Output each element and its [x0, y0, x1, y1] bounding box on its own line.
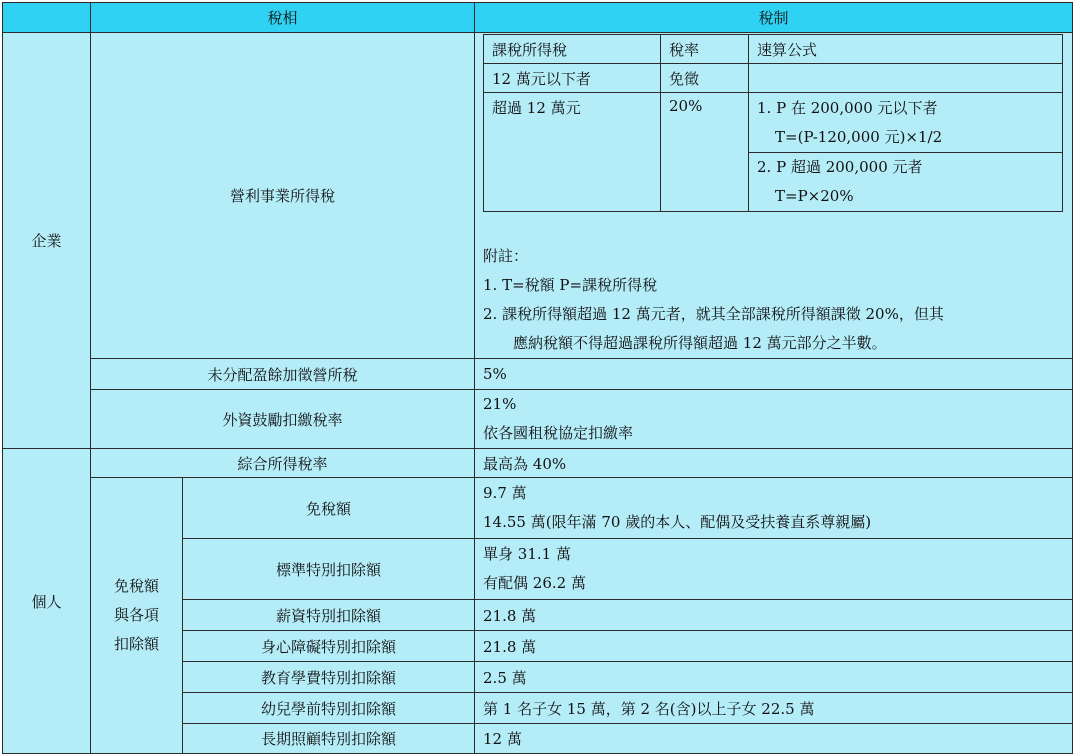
th-rate: 稅率 [661, 35, 749, 64]
tuition-deduction-value: 2.5 萬 [475, 662, 1073, 693]
note-2-line1: 2. 課稅所得額超過 12 萬元者，就其全部課稅所得額課徵 20%，但其 [483, 305, 944, 323]
notes-title: 附註： [483, 247, 529, 265]
income-tax-label: 營利事業所得稅 [91, 33, 475, 359]
formula-2a [749, 93, 1063, 153]
formula-2b-line1: 2. P 超過 200,000 元者 [757, 158, 923, 176]
rate-2: 20% [661, 93, 749, 212]
header-blank [3, 3, 91, 33]
standard-deduction-label: 標準特別扣除額 [183, 539, 475, 600]
note-2-line2: 應納稅額不得超過課稅所得額超過 12 萬元部分之半數。 [513, 334, 887, 352]
header-tax-item: 稅相 [91, 3, 475, 33]
longterm-care-deduction-value: 12 萬 [475, 724, 1073, 754]
standard-deduction-value [475, 539, 1073, 600]
surtax-value: 5% [475, 359, 1073, 390]
standard-deduction-married: 有配偶 26.2 萬 [483, 574, 586, 592]
group-label-line2: 與各項 [113, 606, 159, 624]
exemption-value-2: 14.55 萬(限年滿 70 歲的本人、配偶及受扶養直系尊親屬) [483, 513, 872, 531]
th-taxable-income: 課稅所得稅 [484, 35, 661, 64]
rate-1: 免徵 [661, 64, 749, 93]
income-tax-rate-table [483, 34, 1063, 212]
formula-2b-line2: T=P×20% [775, 187, 854, 205]
header-tax-system: 稅制 [475, 3, 1073, 33]
withholding-rate: 21% [483, 395, 517, 413]
preschool-deduction-value: 第 1 名子女 15 萬，第 2 名(含)以上子女 22.5 萬 [475, 693, 1073, 724]
bracket-2: 超過 12 萬元 [484, 93, 661, 212]
surtax-label: 未分配盈餘加徵營所稅 [91, 359, 475, 390]
formula-2a-line1: 1. P 在 200,000 元以下者 [757, 99, 938, 117]
group-label-line3: 扣除額 [113, 635, 159, 653]
th-formula: 速算公式 [749, 35, 1063, 64]
group-label-line1: 免稅額 [113, 577, 159, 595]
formula-2a-line2: T=(P-120,000 元)×1/2 [775, 128, 943, 146]
exemption-value [475, 478, 1073, 539]
tax-table [2, 2, 1073, 754]
disability-deduction-label: 身心障礙特別扣除額 [183, 631, 475, 662]
disability-deduction-value: 21.8 萬 [475, 631, 1073, 662]
income-tax-detail [475, 33, 1073, 359]
preschool-deduction-label: 幼兒學前特別扣除額 [183, 693, 475, 724]
salary-deduction-label: 薪資特別扣除額 [183, 600, 475, 631]
exemption-value-1: 9.7 萬 [483, 484, 527, 502]
exemption-group-label [91, 478, 183, 754]
bracket-1: 12 萬元以下者 [484, 64, 661, 93]
salary-deduction-value: 21.8 萬 [475, 600, 1073, 631]
income-rate-value: 最高為 40% [475, 449, 1073, 478]
enterprise-label: 企業 [3, 33, 91, 449]
tuition-deduction-label: 教育學費特別扣除額 [183, 662, 475, 693]
formula-2b [749, 153, 1063, 212]
withholding-value [475, 390, 1073, 449]
income-tax-notes [475, 242, 1072, 358]
withholding-label: 外資鼓勵扣繳稅率 [91, 390, 475, 449]
note-1: 1. T=稅額 P=課稅所得稅 [483, 276, 658, 294]
exemption-label: 免稅額 [183, 478, 475, 539]
longterm-care-deduction-label: 長期照顧特別扣除額 [183, 724, 475, 754]
individual-label: 個人 [3, 449, 91, 754]
formula-1 [749, 64, 1063, 93]
standard-deduction-single: 單身 31.1 萬 [483, 545, 571, 563]
withholding-treaty: 依各國租稅協定扣繳率 [483, 424, 634, 442]
income-rate-label: 綜合所得稅率 [91, 449, 475, 478]
